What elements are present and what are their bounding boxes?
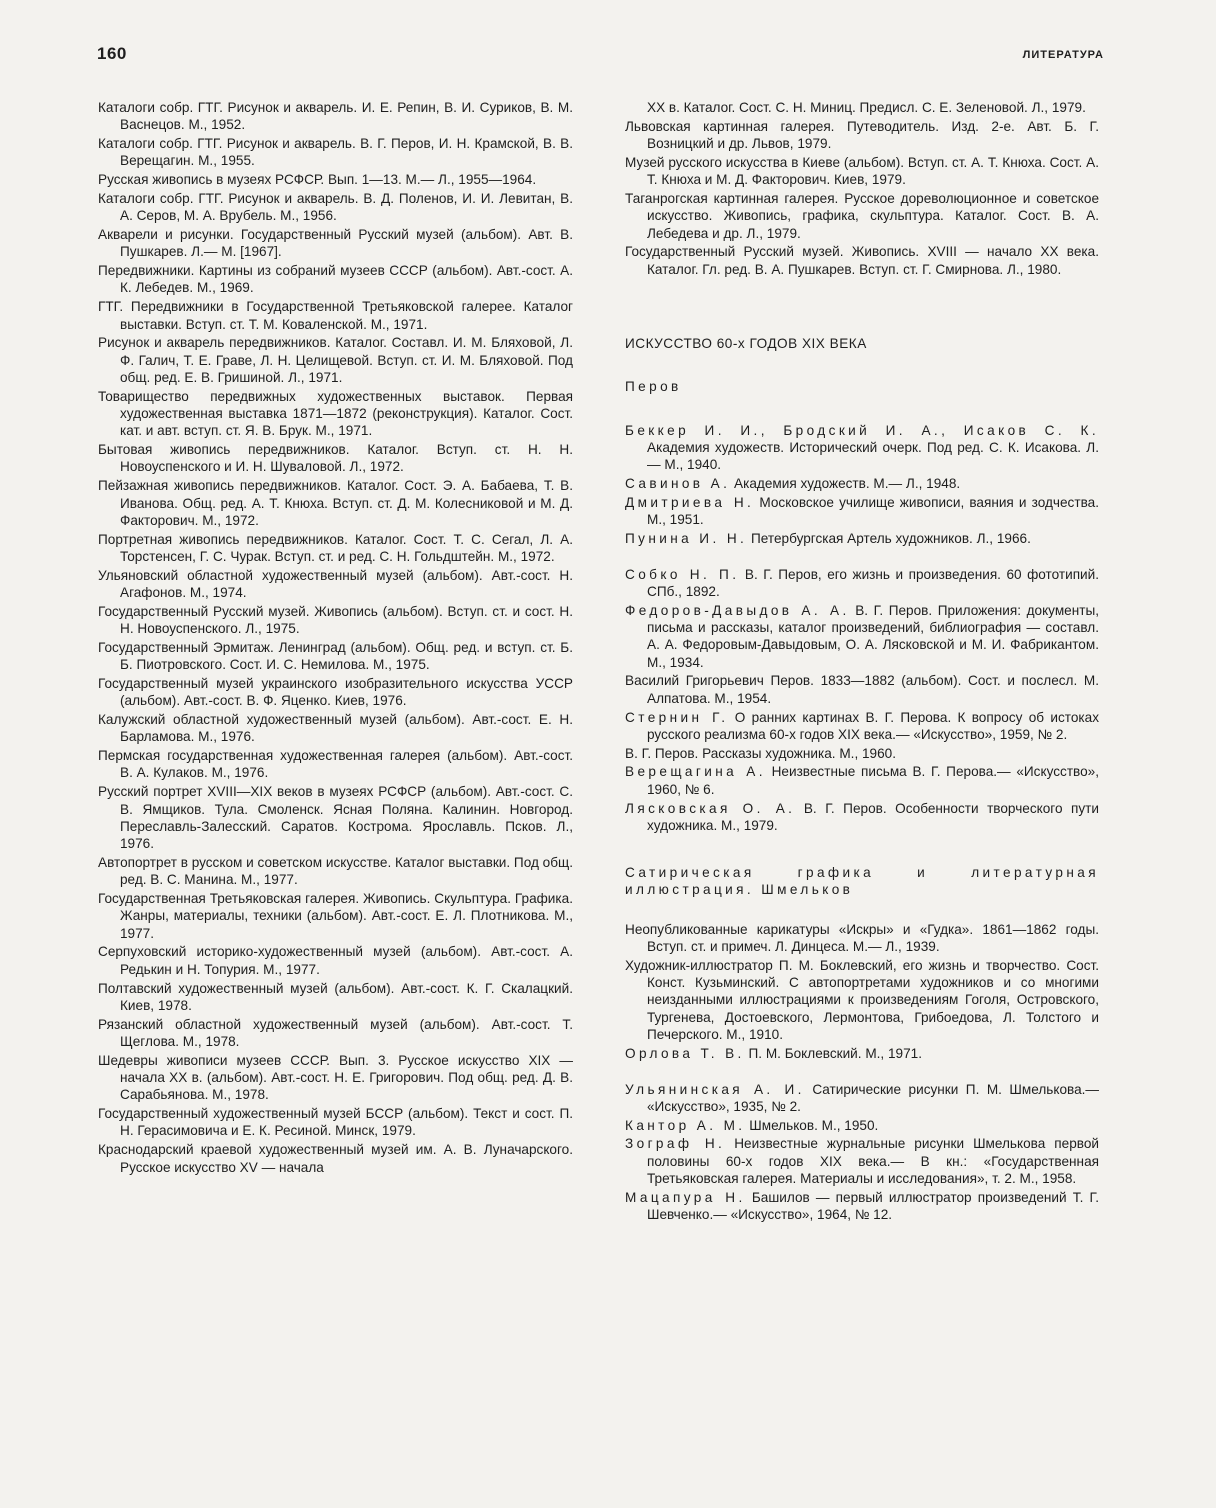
bibliography-entry xyxy=(625,957,1099,1043)
entry-text: В. Г. Перов. Особенности творческого пути художника. М., 1979. xyxy=(647,800,1099,833)
bibliography-entry: Полтавский художественный музей (альбом). Авт.-сост. К. Г. Скалацкий. Киев, 1978. xyxy=(98,980,573,1013)
entry-text: В. Г. Перов. Рассказы художника. М., 1960. xyxy=(625,745,897,761)
bibliography-entry xyxy=(625,475,1099,492)
page-number: 160 xyxy=(97,44,127,63)
entry-text: Сатирические рисунки П. М. Шмелькова.— «Искусство», 1935, № 2. xyxy=(647,1081,1099,1114)
entry-text: Неизвестные письма В. Г. Перова.— «Искусство», 1960, № 6. xyxy=(647,764,1100,797)
left-column xyxy=(98,99,573,1177)
entry-author: Мацапура Н. xyxy=(625,1189,746,1205)
bibliography-entry xyxy=(625,763,1099,798)
entry-text: Петербургская Артель художников. Л., 1966. xyxy=(751,530,1031,546)
subsection-heading-satire: Сатирическая графика и литературная иллюстрация. Шмельков xyxy=(625,865,1099,898)
bibliography-entry xyxy=(625,1135,1099,1187)
bibliography-entry xyxy=(625,602,1099,671)
entry-author: Ульянинская А. И. xyxy=(625,1081,805,1097)
perov-group-1 xyxy=(625,422,1099,548)
satire-group-1 xyxy=(625,921,1099,1062)
bibliography-entry: Автопортрет в русском и советском искусстве. Каталог выставки. Под общ. ред. В. С. Манина. М., 1977. xyxy=(98,854,573,888)
bibliography-entry xyxy=(625,1117,1099,1134)
bibliography-entry: Таганрогская картинная галерея. Русское дореволюционное и советское искусство. Живопись, графика, скульптура. Каталог. Сост. В. А. Лебедева и др. Л., 1979. xyxy=(625,190,1099,241)
bibliography-entry xyxy=(625,709,1099,744)
bibliography-entry xyxy=(625,422,1099,474)
bibliography-entry: ГТГ. Передвижники в Государственной Третьяковской галерее. Каталог выставки. Вступ. ст. Т. М. Коваленской. М., 1971. xyxy=(98,299,573,332)
bibliography-entry: Русский портрет XVIII—XIX веков в музеях РСФСР (альбом). Авт.-сост. С. В. Ямщиков. Тула. Смоленск. Ясная Поляна. Калинин. Новгород. Переславль-Залесский. Саратов. Кострома. Ярославль. Псков. Л., 1976. xyxy=(98,784,573,852)
subsection-heading-perov: Перов xyxy=(625,379,682,395)
bibliography-entry: Пермская государственная художественная галерея (альбом). Авт.-сост. В. А. Кулаков. М., 1976. xyxy=(98,748,573,781)
bibliography-entry: Товарищество передвижных художественных выставок. Первая художественная выставка 1871—1872 (реконструкция). Каталог. Сост. кат. и авт. вступ. ст. Я. В. Брук. М., 1971. xyxy=(98,388,573,439)
bibliography-entry: Государственный Русский музей. Живопись. XVIII — начало XX века. Каталог. Гл. ред. В. А. Пушкарев. Вступ. ст. Г. Смирнова. Л., 1980. xyxy=(625,244,1099,277)
bibliography-entry xyxy=(625,1189,1099,1224)
entry-text: Московское училище живописи, ваяния и зодчества. М., 1951. xyxy=(647,494,1099,528)
continued-entry: XX в. Каталог. Сост. С. Н. Миниц. Предисл. С. Е. Зеленовой. Л., 1979. xyxy=(647,100,1086,115)
bibliography-entry xyxy=(625,745,1099,762)
entry-author: Зограф Н. xyxy=(625,1136,726,1152)
bibliography-entry: Пейзажная живопись передвижников. Каталог. Сост. Э. А. Бабаева, Т. В. Иванова. Общ. ред. А. Т. Кнюха. Вступ. ст. Д. М. Колесниковой и М. Д. Факторович. М., 1972. xyxy=(98,478,573,528)
bibliography-entry: Серпуховский историко-художественный музей (альбом). Авт.-сост. А. Редькин и Н. Топурия. М., 1977. xyxy=(98,944,573,977)
bibliography-entry: Портретная живопись передвижников. Каталог. Сост. Т. С. Сегал, Л. А. Торстенсен, Г. С. Чурак. Вступ. ст. и ред. С. Н. Гольдштейн. М., 1972. xyxy=(98,531,573,564)
running-head: ЛИТЕРАТУРА xyxy=(1022,49,1104,61)
entry-author: Кантор А. М. xyxy=(625,1117,746,1133)
bibliography-entry xyxy=(625,800,1099,835)
entry-text: Художник-иллюстратор П. М. Боклевский, его жизнь и творчество. Сост. Конст. Кузьминский. С автопортретами художников и со многими неизданными иллюстрациями к произведениям Гоголя, Островского, Тургенева, Достоевского, Лермонтова, Грибоедова, Л. Толстого и Печерского. М., 1910. xyxy=(625,957,1099,1042)
bibliography-entry: Музей русского искусства в Киеве (альбом). Вступ. ст. А. Т. Кнюха. Сост. А. Т. Кнюха и М. Д. Факторович. Киев, 1979. xyxy=(625,154,1099,188)
entry-text: Неизвестные журнальные рисунки Шмелькова первой половины 60-х годов XIX века.— В кн.: «Государственная Третьяковская галерея. Материалы и исследования», т. 2. М., 1958. xyxy=(647,1136,1099,1187)
bibliography-entry: Рязанский областной художественный музей (альбом). Авт.-сост. Т. Щеглова. М., 1978. xyxy=(98,1016,573,1049)
bibliography-entry: Русская живопись в музеях РСФСР. Вып. 1—13. М.— Л., 1955—1964. xyxy=(98,172,537,188)
top-entry-list xyxy=(625,118,1099,278)
bibliography-entry xyxy=(625,672,1099,707)
bibliography-entry xyxy=(625,921,1099,956)
perov-group-2 xyxy=(625,566,1099,834)
entry-text: В. Г. Перов. Приложения: документы, письма и рассказы, каталог произведений, библиография — составл. А. А. Федоровым-Давыдовым, О. А. Лясковской и М. И. Фабрикантом. М., 1934. xyxy=(647,602,1100,670)
bibliography-entry: Акварели и рисунки. Государственный Русский музей (альбом). Авт. В. Пушкарев. Л.— М. [1967]. xyxy=(98,227,573,260)
bibliography-entry xyxy=(625,1081,1099,1116)
entry-author: Собко Н. П. xyxy=(625,566,740,582)
bibliography-entry: Государственный Эрмитаж. Ленинград (альбом). Общ. ред. и вступ. ст. Б. Б. Пиотровского. Сост. И. С. Немилова. М., 1975. xyxy=(98,639,573,673)
bibliography-entry: Каталоги собр. ГТГ. Рисунок и акварель. В. Д. Поленов, И. И. Левитан, В. А. Серов, М. А. Врубель. М., 1956. xyxy=(98,190,573,224)
entry-text: Шмельков. М., 1950. xyxy=(749,1117,879,1133)
entry-author: Лясковская О. А. xyxy=(625,800,796,816)
satire-group-2 xyxy=(625,1081,1099,1224)
entry-text: В. Г. Перов, его жизнь и произведения. 60 фототипий. СПб., 1892. xyxy=(647,566,1100,599)
entry-author: Дмитриева Н. xyxy=(625,494,755,510)
bibliography-entry: Бытовая живопись передвижников. Каталог. Вступ. ст. Н. Н. Новоуспенского и И. Н. Шуваловой. Л., 1972. xyxy=(98,442,573,475)
bibliography-entry xyxy=(625,566,1099,601)
bibliography-entry: Львовская картинная галерея. Путеводитель. Изд. 2-е. Авт. Б. Г. Возницкий и др. Львов, 1979. xyxy=(625,118,1099,152)
bibliography-entry: Государственный художественный музей БССР (альбом). Текст и сост. П. Н. Герасимовича и Е. К. Ресиной. Минск, 1979. xyxy=(98,1106,573,1139)
bibliography-entry: Краснодарский краевой художественный музей им. А. В. Луначарского. Русское искусство XV — начала xyxy=(98,1142,573,1175)
entry-text: О ранних картинах В. Г. Перова. К вопросу об истоках русского реализма 60-х годов XIX века.— «Искусство», 1959, № 2. xyxy=(647,709,1099,742)
entry-author: Федоров-Давыдов А. А. xyxy=(625,602,850,618)
entry-author: Верещагина А. xyxy=(625,764,766,780)
bibliography-entry xyxy=(625,494,1099,529)
bibliography-entry: Каталоги собр. ГТГ. Рисунок и акварель. И. Е. Репин, В. И. Суриков, В. М. Васнецов. М., 1952. xyxy=(98,100,573,133)
bibliography-entry xyxy=(625,530,1099,547)
entry-author: Беккер И. И., Бродский И. А., Исаков С. К. xyxy=(625,422,1099,438)
right-column xyxy=(625,99,1099,1225)
bibliography-entry: Ульяновский областной художественный музей (альбом). Авт.-сост. Н. Агафонов. М., 1974. xyxy=(98,567,573,601)
entry-author: Пунина И. Н. xyxy=(625,530,748,546)
entry-text: П. М. Боклевский. М., 1971. xyxy=(748,1045,922,1061)
bibliography-entry xyxy=(625,1045,1099,1062)
entry-text: Неопубликованные карикатуры «Искры» и «Гудка». 1861—1862 годы. Вступ. ст. и примеч. Л. Динцеса. М.— Л., 1939. xyxy=(625,921,1099,954)
bibliography-entry: Государственная Третьяковская галерея. Живопись. Скульптура. Графика. Жанры, материалы, техники (альбом). Авт.-сост. Е. Л. Плотникова. М., 1977. xyxy=(98,891,573,941)
entry-author: Стернин Г. xyxy=(625,709,729,725)
bibliography-entry: Шедевры живописи музеев СССР. Вып. 3. Русское искусство XIX — начала XX в. (альбом). Авт.-сост. Н. Е. Григорович. Под общ. ред. Д. В. Сарабьянова. М., 1978. xyxy=(98,1052,573,1103)
bibliography-entry: Каталоги собр. ГТГ. Рисунок и акварель. В. Г. Перов, И. Н. Крамской, В. В. Верещагин. М., 1955. xyxy=(98,136,573,169)
bibliography-entry: Государственный Русский музей. Живопись (альбом). Вступ. ст. и сост. Н. Н. Новоуспенского. Л., 1975. xyxy=(98,603,573,637)
entry-text: Башилов — первый иллюстратор произведений Т. Г. Шевченко.— «Искусство», 1964, № 12. xyxy=(647,1189,1100,1223)
entry-text: Василий Григорьевич Перов. 1833—1882 (альбом). Сост. и послесл. М. Алпатова. М., 1954. xyxy=(625,673,1099,706)
bibliography-entry: Передвижники. Картины из собраний музеев СССР (альбом). Авт.-сост. А. К. Лебедев. М., 1969. xyxy=(98,263,573,296)
section-heading: ИСКУССТВО 60-х ГОДОВ XIX ВЕКА xyxy=(625,335,867,351)
entry-text: Академия художеств. Исторический очерк. Под ред. С. К. Исакова. Л.— М., 1940. xyxy=(647,439,1099,473)
entry-text: Академия художеств. М.— Л., 1948. xyxy=(734,475,961,491)
entry-author: Орлова Т. В. xyxy=(625,1045,745,1061)
bibliography-entry: Рисунок и акварель передвижников. Каталог. Составл. И. М. Бляховой, Л. Ф. Галич, Т. Е. Граве, Л. Н. Целищевой. Вступ. ст. И. М. Бляховой. Под общ. ред. Е. В. Гришиной. Л., 1971. xyxy=(98,335,573,385)
bibliography-entry: Государственный музей украинского изобразительного искусства УССР (альбом). Авт.-сост. В. Ф. Яценко. Киев, 1976. xyxy=(98,676,573,709)
entry-author: Савинов А. xyxy=(625,475,731,491)
bibliography-entry: Калужский областной художественный музей (альбом). Авт.-сост. Е. Н. Барламова. М., 1976. xyxy=(98,712,573,745)
